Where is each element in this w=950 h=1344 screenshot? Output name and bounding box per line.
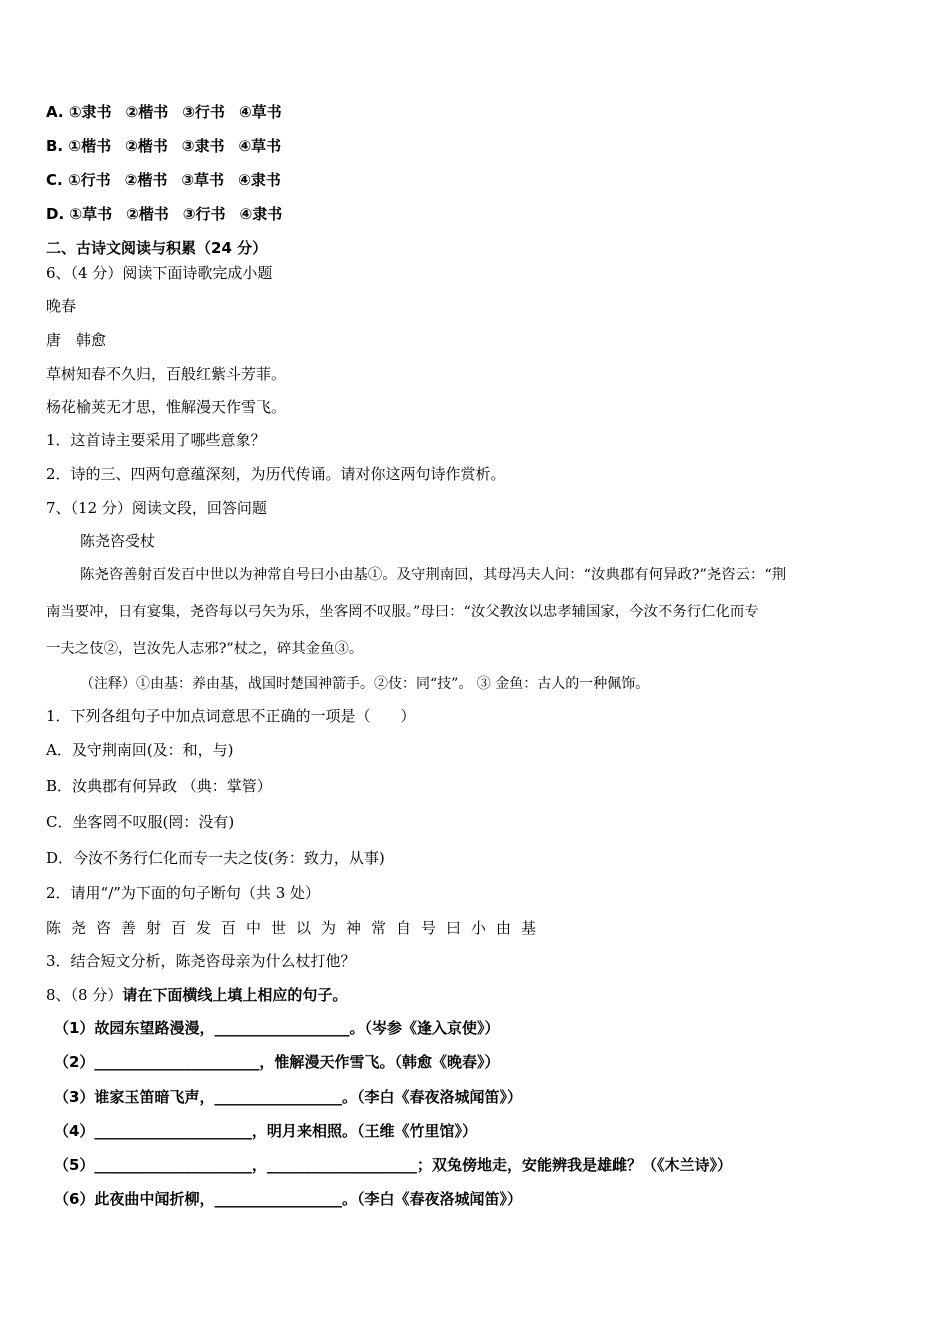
q7-option-a: A．及守荆南回(及：和，与) — [46, 741, 234, 759]
q5-option-d: D. ①草书 ②楷书 ③行书 ④隶书 — [46, 205, 283, 223]
q8-item-1: （1）故园东望路漫漫，__________________。（岑参《逢入京使》） — [54, 1019, 500, 1037]
q8-header-text: 请在下面横线上填上相应的句子。 — [122, 986, 348, 1004]
section-title: 二、古诗文阅读与积累（24 分） — [46, 239, 268, 257]
q8-item-6: （6）此夜曲中闻折柳，_________________。（李白《春夜洛城闻笛》） — [54, 1190, 522, 1208]
q7-option-c: C．坐客罔不叹服(罔：没有) — [46, 813, 235, 831]
q6-header: 6、（4 分）阅读下面诗歌完成小题 — [46, 264, 273, 282]
passage-title: 陈尧咨受杖 — [80, 532, 156, 550]
q5-option-b: B. ①楷书 ②楷书 ③隶书 ④草书 — [46, 137, 282, 155]
q8-header-num: 8、（8 分） — [46, 986, 123, 1004]
q7-sub-2: 2．请用“/”为下面的句子断句（共 3 处） — [46, 884, 321, 902]
q6-sub-2: 2．诗的三、四两句意蕴深刻，为历代传诵。请对你这两句诗作赏析。 — [46, 465, 506, 483]
q8-header — [46, 985, 347, 1005]
q5-option-c: C. ①行书 ②楷书 ③草书 ④隶书 — [46, 171, 281, 189]
q8-item-4: （4）_____________________，明月来相照。（王维《竹里馆》） — [54, 1122, 477, 1140]
poem-line-2: 杨花榆荚无才思，惟解漫天作雪飞。 — [46, 398, 287, 416]
passage-line-3: 一夫之伎②，岂汝先人志邪?”杖之，碎其金鱼③。 — [46, 641, 364, 657]
q7-sub-1: 1．下列各组句子中加点词意思不正确的一项是（ ） — [46, 707, 416, 725]
q7-option-b: B．汝典郡有何异政 （典：掌管） — [46, 777, 272, 795]
q7-sub-2-sentence: 陈尧咨善射百发百中世以为神常自号曰小由基 — [46, 919, 547, 937]
poem-line-1: 草树知春不久归，百般红紫斗芳菲。 — [46, 365, 287, 383]
q5-option-a: A. ①隶书 ②楷书 ③行书 ④草书 — [46, 103, 282, 121]
passage-line-1: 陈尧咨善射百发百中世以为神常自号曰小由基①。及守荆南回，其母冯夫人问：“汝典郡有何异政?”尧咨云：“荆 — [80, 567, 787, 583]
q8-item-5: （5）_____________________，____________________；双兔傍地走，安能辨我是雄雌？（《木兰诗》） — [54, 1156, 732, 1174]
q7-option-d: D．今汝不务行仁化而专一夫之伎(务：致力，从事) — [46, 849, 385, 867]
q6-sub-1: 1．这首诗主要采用了哪些意象？ — [46, 431, 266, 449]
q8-item-3: （3）谁家玉笛暗飞声，_________________。（李白《春夜洛城闻笛》） — [54, 1088, 522, 1106]
q7-sub-3: 3．结合短文分析，陈尧咨母亲为什么杖打他？ — [46, 952, 356, 970]
poem-author: 唐 韩愈 — [46, 331, 107, 349]
q8-item-2: （2）______________________，惟解漫天作雪飞。（韩愈《晚春》） — [54, 1053, 500, 1071]
passage-line-2: 南当要冲，日有宴集，尧咨每以弓矢为乐，坐客罔不叹服。”母曰：“汝父教汝以忠孝辅国家，今汝不务行仁化而专 — [46, 604, 759, 620]
poem-title: 晚春 — [46, 297, 77, 315]
passage-note: （注释）①由基：养由基，战国时楚国神箭手。②伎：同“技”。 ③ 金鱼：古人的一种佩饰。 — [80, 676, 650, 692]
q7-header: 7、（12 分）阅读文段，回答问题 — [46, 499, 267, 517]
